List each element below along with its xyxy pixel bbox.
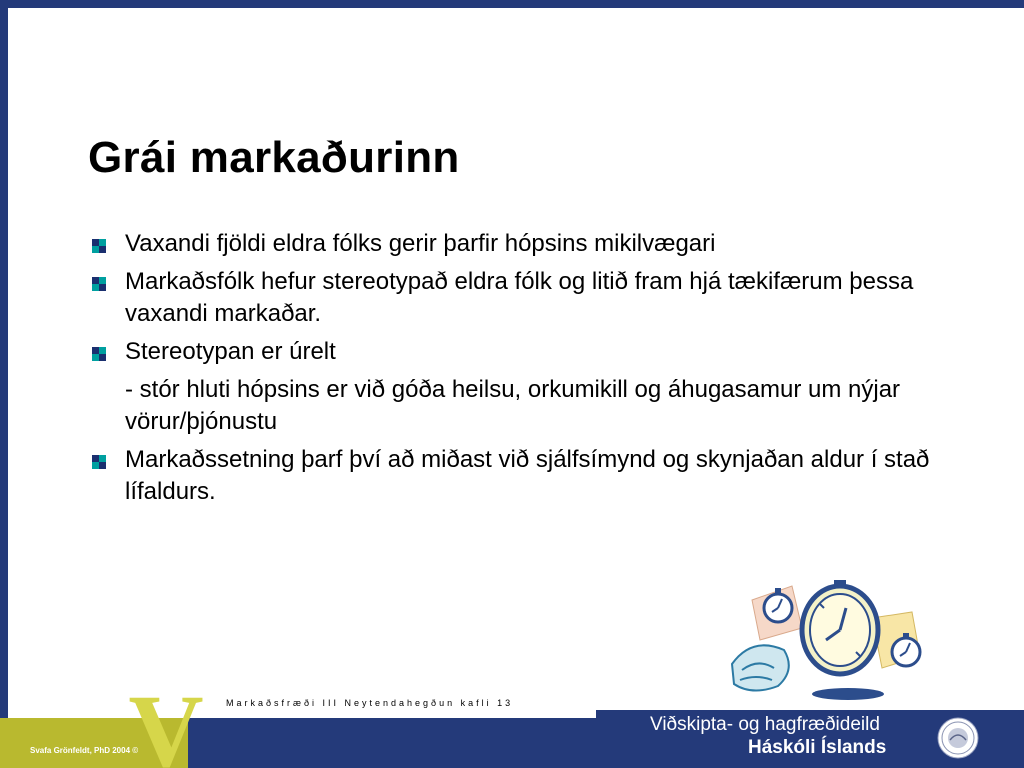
bullet-list: [92, 228, 952, 514]
square-bullet-icon: [92, 239, 106, 253]
top-border: [0, 0, 1024, 8]
bullet-item: [92, 444, 952, 508]
slide-title: Grái markaðurinn: [88, 133, 460, 182]
bullet-item: [92, 336, 952, 368]
melting-clock-icon: [732, 645, 789, 690]
left-border: [0, 0, 8, 768]
university-name: Háskóli Íslands: [748, 737, 887, 758]
v-logo: [118, 686, 214, 768]
shadow-shape: [812, 688, 884, 700]
square-bullet-icon: [92, 347, 106, 361]
footer-navy-panel: [188, 718, 596, 768]
v-logo-letter: V: [128, 686, 204, 768]
bullet-text: Vaxandi fjöldi eldra fólks gerir þarfir hópsins mikilvægari: [125, 230, 716, 257]
square-bullet-icon: [92, 277, 106, 291]
bullet-item: [92, 266, 952, 330]
bullet-text: Markaðssetning þarf því að miðast við sjálfsímynd og skynjaðan aldur í stað lífaldurs.: [125, 446, 930, 505]
large-stopwatch-icon: [802, 580, 878, 674]
square-bullet-icon: [92, 455, 106, 469]
author-credit: Svafa Grönfeldt, PhD 2004 ©: [30, 746, 139, 755]
sub-text: - stór hluti hópsins er við góða heilsu, orkumikill og áhugasamur um nýjar vörur/þjónustu: [125, 376, 901, 435]
university-seal-icon: [936, 716, 980, 760]
course-footer-text: Markaðsfræði III Neytendahegðun kafli 13: [226, 698, 514, 708]
stopwatch-clipart: [722, 578, 942, 702]
bullet-item: [92, 228, 952, 260]
bullet-text: Markaðsfólk hefur stereotypað eldra fólk og litið fram hjá tækifærum þessa vaxandi markaðar.: [125, 268, 914, 327]
department-name: Viðskipta- og hagfræðideild: [650, 714, 880, 735]
bullet-text: Stereotypan er úrelt: [125, 338, 336, 365]
